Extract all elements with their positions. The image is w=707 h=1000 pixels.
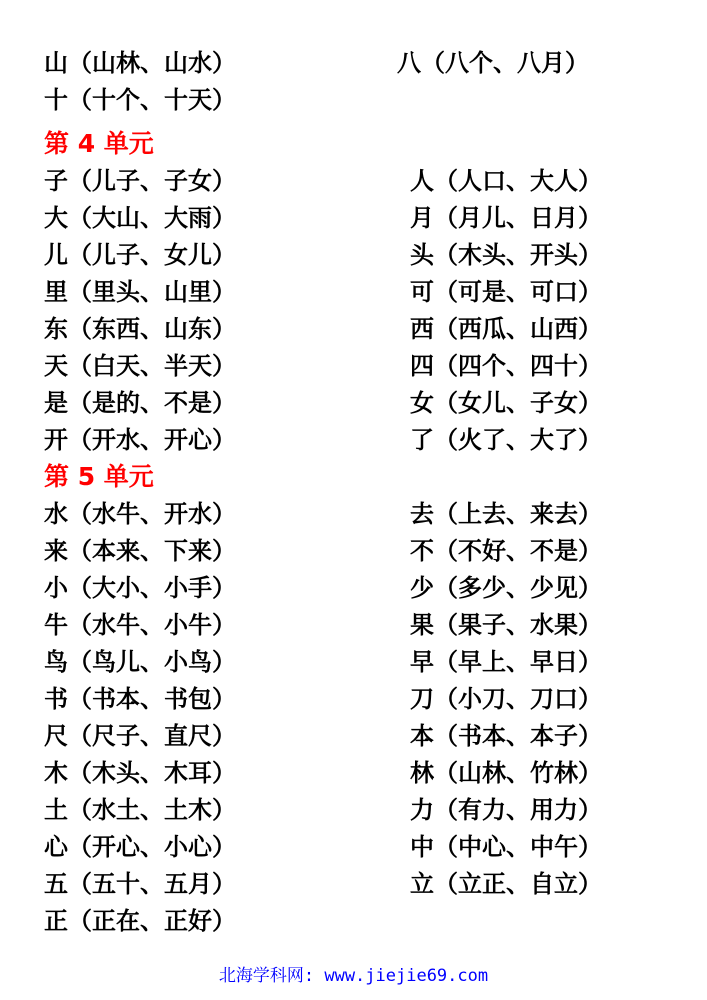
word-entry: 是（是的、不是） [44, 389, 236, 417]
word-entry: 早（早上、早日） [410, 648, 602, 676]
word-entry: 正（正在、正好） [44, 907, 236, 935]
word-entry: 不（不好、不是） [410, 537, 602, 565]
unit-heading: 第 5 单元 [44, 462, 154, 491]
word-entry: 人（人口、大人） [410, 167, 602, 195]
word-entry: 头（木头、开头） [410, 241, 602, 269]
word-entry: 来（本来、下来） [44, 537, 236, 565]
word-entry: 立（立正、自立） [410, 870, 602, 898]
word-entry: 土（水土、土木） [44, 796, 236, 824]
word-entry: 十（十个、十天） [44, 86, 236, 114]
word-entry: 五（五十、五月） [44, 870, 236, 898]
word-entry: 子（儿子、子女） [44, 167, 236, 195]
word-entry: 天（白天、半天） [44, 352, 236, 380]
word-entry: 小（大小、小手） [44, 574, 236, 602]
word-entry: 山（山林、山水） [44, 49, 236, 77]
word-entry: 去（上去、来去） [410, 500, 602, 528]
word-entry: 开（开水、开心） [44, 426, 236, 454]
word-entry: 本（书本、本子） [410, 722, 602, 750]
word-entry: 水（水牛、开水） [44, 500, 236, 528]
word-entry: 少（多少、少见） [410, 574, 602, 602]
unit-heading: 第 4 单元 [44, 129, 154, 158]
word-entry: 书（书本、书包） [44, 685, 236, 713]
word-entry: 儿（儿子、女儿） [44, 241, 236, 269]
word-entry: 林（山林、竹林） [410, 759, 602, 787]
word-entry: 四（四个、四十） [410, 352, 602, 380]
word-entry: 月（月儿、日月） [410, 204, 602, 232]
word-entry: 尺（尺子、直尺） [44, 722, 236, 750]
word-entry: 里（里头、山里） [44, 278, 236, 306]
word-entry: 心（开心、小心） [44, 833, 236, 861]
footer-watermark: 北海学科网: www.jiejie69.com [218, 966, 489, 986]
word-entry: 力（有力、用力） [410, 796, 602, 824]
word-entry: 了（火了、大了） [410, 426, 602, 454]
word-entry: 可（可是、可口） [410, 278, 602, 306]
word-entry: 西（西瓜、山西） [410, 315, 602, 343]
word-entry: 东（东西、山东） [44, 315, 236, 343]
word-entry: 牛（水牛、小牛） [44, 611, 236, 639]
word-entry: 大（大山、大雨） [44, 204, 236, 232]
word-entry: 八（八个、八月） [397, 49, 589, 77]
word-entry: 刀（小刀、刀口） [410, 685, 602, 713]
word-entry: 女（女儿、子女） [410, 389, 602, 417]
word-entry: 木（木头、木耳） [44, 759, 236, 787]
word-entry: 鸟（鸟儿、小鸟） [44, 648, 236, 676]
word-entry: 果（果子、水果） [410, 611, 602, 639]
word-entry: 中（中心、中午） [410, 833, 602, 861]
